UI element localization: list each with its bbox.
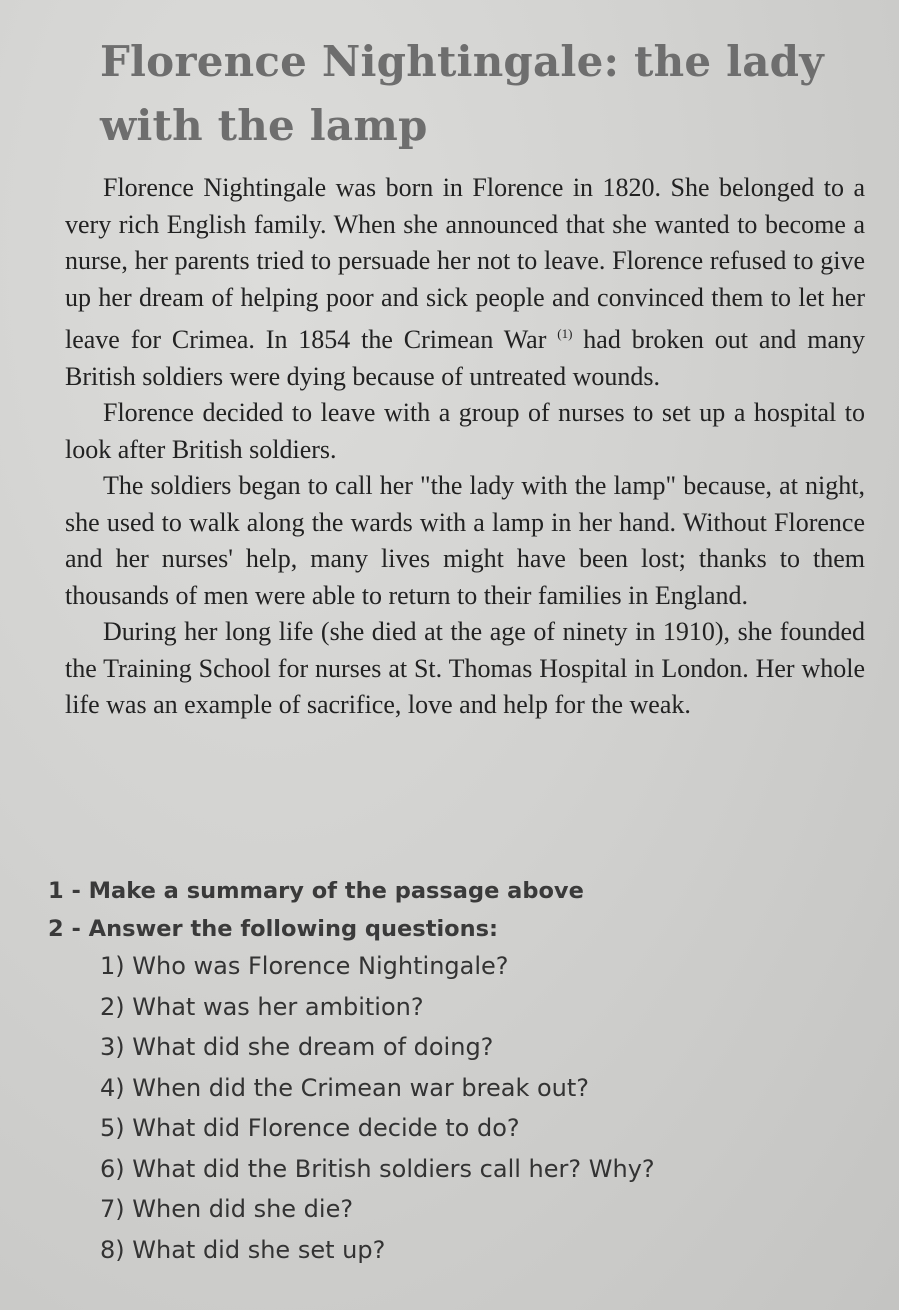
question-item: 5) What did Florence decide to do? <box>100 1114 520 1142</box>
passage-paragraph: During her long life (she died at the age of ninety in 1910), she founded the Training School for nurses at St. Thomas Hospital in London. Her whole life was an example of sacrifice, love and help for the weak. <box>65 617 865 719</box>
task-summary: 1 - Make a summary of the passage above <box>48 878 584 904</box>
exercise-instructions <box>48 872 868 948</box>
passage-paragraph <box>65 170 865 395</box>
paragraph-text: had broken out and many British soldiers were dying because of untreated wounds. <box>65 325 866 391</box>
question-item: 8) What did she set up? <box>100 1235 386 1264</box>
paragraph-text: Florence Nightingale was born in Florence in 1820. She belonged to a very rich English family. When she announced that she wanted to become a nurse, her parents tried to persuade her not to leave. Florence refused to give up her dream of helping poor and sick people and convinced them to let her leave for Crimea. In 1854 the Crimean War <box>65 173 865 354</box>
question-item: 3) What did she dream of doing? <box>100 1033 494 1061</box>
footnote-marker: (1) <box>557 326 573 341</box>
page-title: Florence Nightingale: the lady with the lamp <box>100 37 824 150</box>
question-item: 1) Who was Florence Nightingale? <box>100 952 509 980</box>
question-item: 7) When did she die? <box>100 1195 354 1223</box>
question-list <box>100 946 860 1270</box>
question-item: 6) What did the British soldiers call her? Why? <box>100 1154 655 1183</box>
reading-passage <box>65 170 865 724</box>
passage-paragraph: The soldiers began to call her "the lady with the lamp" because, at night, she used to walk along the wards with a lamp in her hand. Without Florence and her nurses' help, many lives might have been lost; thanks to them thousands of men were able to return to their families in England. <box>65 471 865 610</box>
question-item: 2) What was her ambition? <box>100 992 424 1021</box>
passage-paragraph: Florence decided to leave with a group of nurses to set up a hospital to look after British soldiers. <box>65 398 865 464</box>
question-item: 4) When did the Crimean war break out? <box>100 1073 590 1102</box>
task-questions: 2 - Answer the following questions: <box>48 916 499 942</box>
